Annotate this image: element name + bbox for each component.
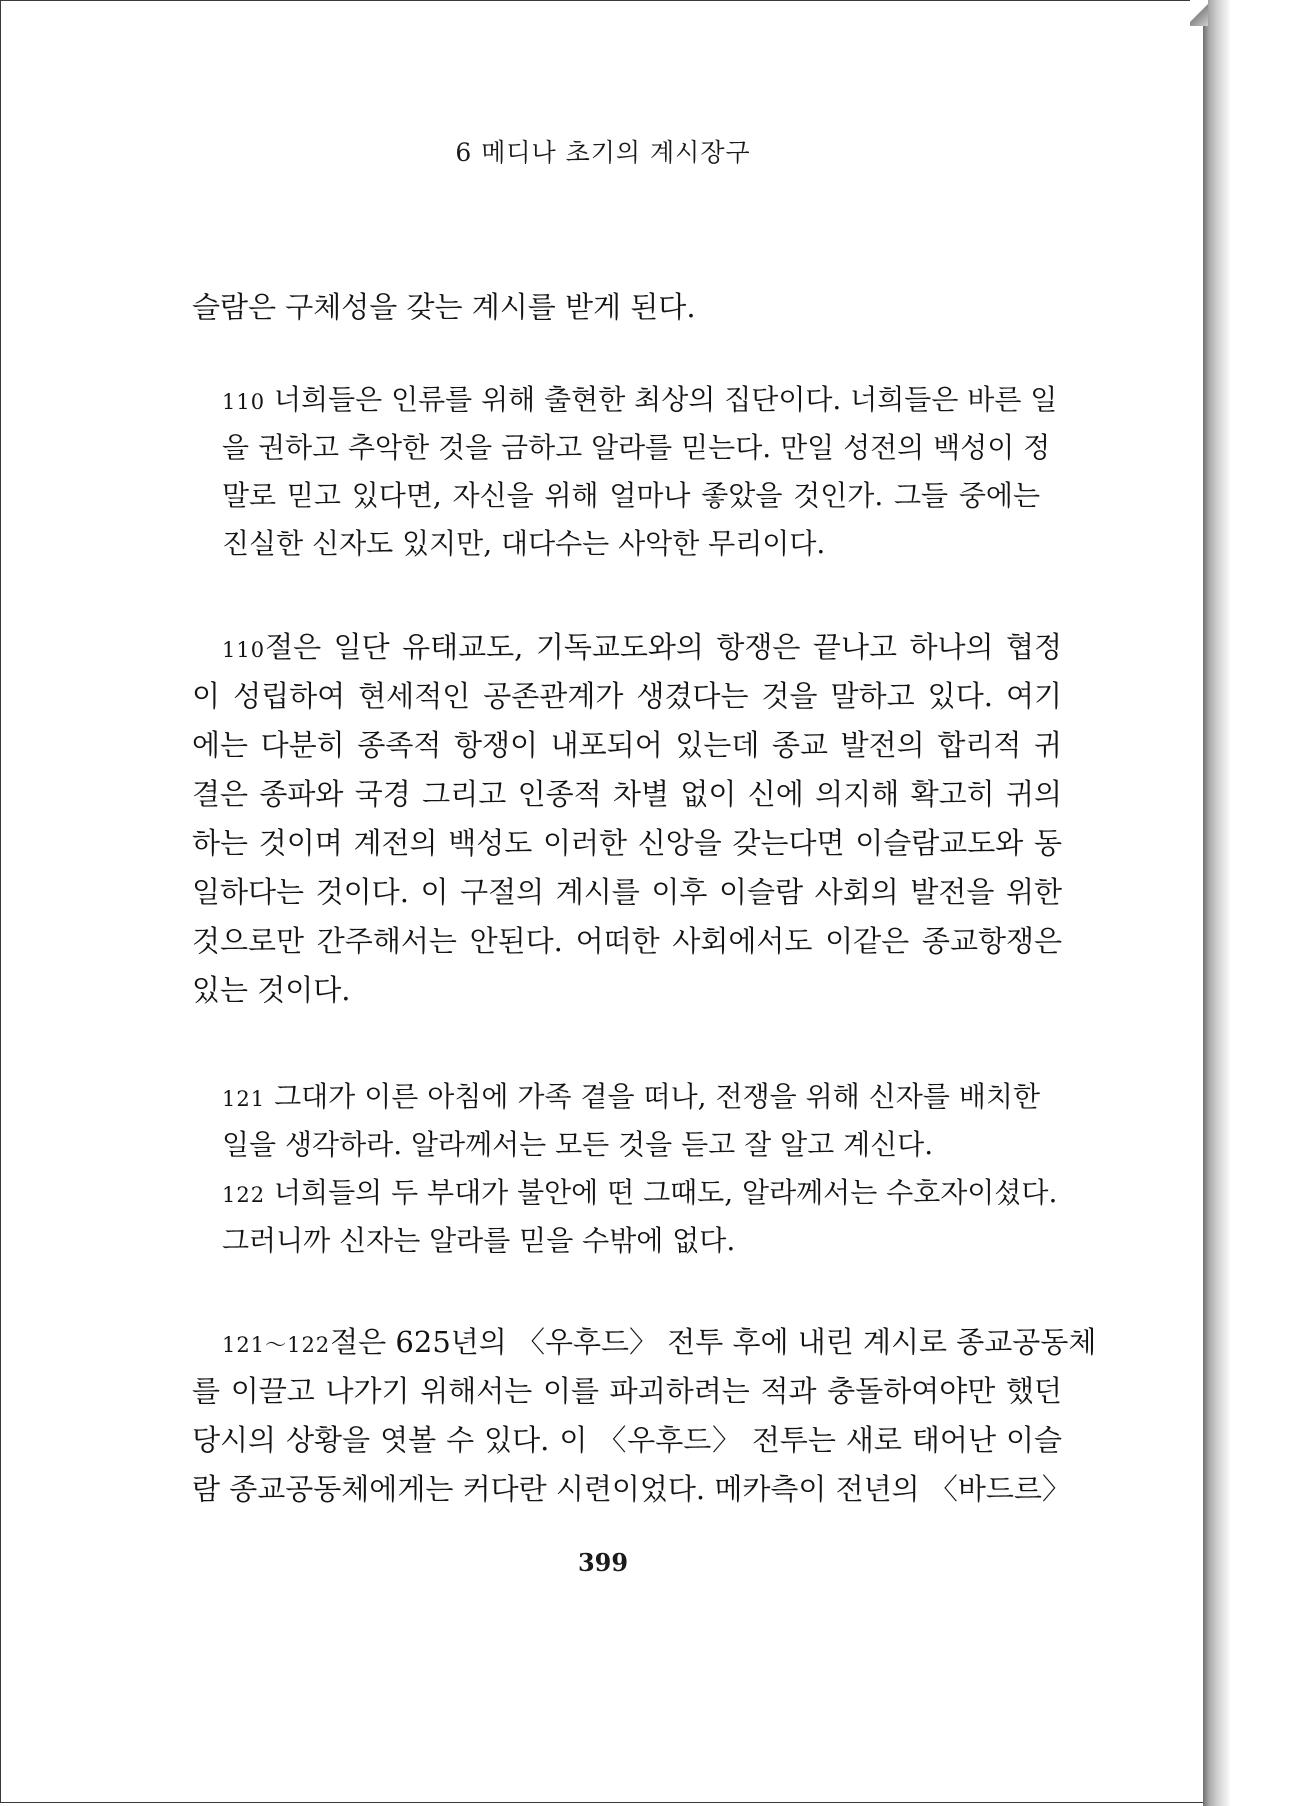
- quote-line: [222, 376, 1058, 424]
- paragraph-121-122: [192, 1318, 1097, 1514]
- opening-line: 슬람은 구체성을 갖는 계시를 받게 된다.: [192, 290, 696, 324]
- running-head: 6 메디나 초기의 계시장구: [455, 138, 751, 167]
- paragraph-line: 에는 다분히 종족적 항쟁이 내포되어 있는데 종교 발전의 합리적 귀: [192, 728, 1062, 762]
- quote-line: 일을 생각하라. 알라께서는 모든 것을 듣고 잘 알고 계신다.: [222, 1128, 934, 1161]
- quote-line: 을 권하고 추악한 것을 금하고 알라를 믿는다. 만일 성전의 백성이 정: [222, 431, 1051, 464]
- verse-number: 110: [222, 638, 266, 662]
- quote-line: 그러니까 신자는 알라를 믿을 수밖에 없다.: [222, 1224, 736, 1257]
- verse-number: 122: [222, 1183, 266, 1207]
- paragraph-line: 람 종교공동체에게는 커다란 시련이었다. 메카측이 전년의 〈바드르〉: [192, 1472, 1071, 1506]
- paragraph-110: [192, 623, 1062, 1015]
- quote-line-text: 너희들의 두 부대가 불안에 떤 그때도, 알라께서는 수호자이셨다.: [265, 1176, 1058, 1209]
- quote-line-text: 너희들은 인류를 위해 출현한 최상의 집단이다. 너희들은 바른 일: [265, 383, 1058, 416]
- paragraph-line: 일하다는 것이다. 이 구절의 계시를 이후 이슬람 사회의 발전을 위한: [192, 875, 1062, 909]
- paragraph-line-text: 절은 일단 유태교도, 기독교도와의 항쟁은 끝나고 하나의 협정: [265, 630, 1062, 664]
- page-number: 399: [577, 1548, 629, 1577]
- paragraph-line: 하는 것이며 계전의 백성도 이러한 신앙을 갖는다면 이슬람교도와 동: [192, 826, 1062, 860]
- opening-line-block: [192, 283, 1062, 332]
- paragraph-line: [192, 1318, 1097, 1367]
- paragraph-line: 를 이끌고 나가기 위해서는 이를 파괴하려는 적과 충돌하여야만 했던: [192, 1374, 1062, 1408]
- verse-number: 110: [222, 390, 266, 414]
- verse-number: 121～122: [222, 1333, 331, 1357]
- quote-line: [222, 1169, 1058, 1217]
- paragraph-line: 결은 종파와 국경 그리고 인종적 차별 없이 신에 의지해 확고히 귀의: [192, 777, 1062, 811]
- paragraph-line: 있는 것이다.: [192, 973, 351, 1007]
- verse-number: 121: [222, 1087, 266, 1111]
- paragraph-line: 당시의 상황을 엿볼 수 있다. 이 〈우후드〉 전투는 새로 태어난 이슬: [192, 1423, 1062, 1457]
- quote-121-122: [222, 1073, 1058, 1265]
- paragraph-line: 것으로만 간주해서는 안된다. 어떠한 사회에서도 이같은 종교항쟁은: [192, 924, 1062, 958]
- paragraph-line: 이 성립하여 현세적인 공존관계가 생겼다는 것을 말하고 있다. 여기: [192, 679, 1062, 713]
- quote-line: [222, 1073, 1040, 1121]
- page-corner-fold: [1190, 0, 1208, 26]
- quote-line: 말로 믿고 있다면, 자신을 위해 얼마나 좋았을 것인가. 그들 중에는: [222, 479, 1040, 512]
- paragraph-line-text: 절은 625년의 〈우후드〉 전투 후에 내린 계시로 종교공동체: [330, 1325, 1097, 1359]
- page-edge-shadow: [1203, 0, 1231, 1806]
- quote-line-text: 그대가 이른 아침에 가족 곁을 떠나, 전쟁을 위해 신자를 배치한: [265, 1080, 1040, 1113]
- paragraph-line: [192, 623, 1062, 672]
- quote-110: [222, 376, 1058, 568]
- quote-line: 진실한 신자도 있지만, 대다수는 사악한 무리이다.: [222, 527, 826, 560]
